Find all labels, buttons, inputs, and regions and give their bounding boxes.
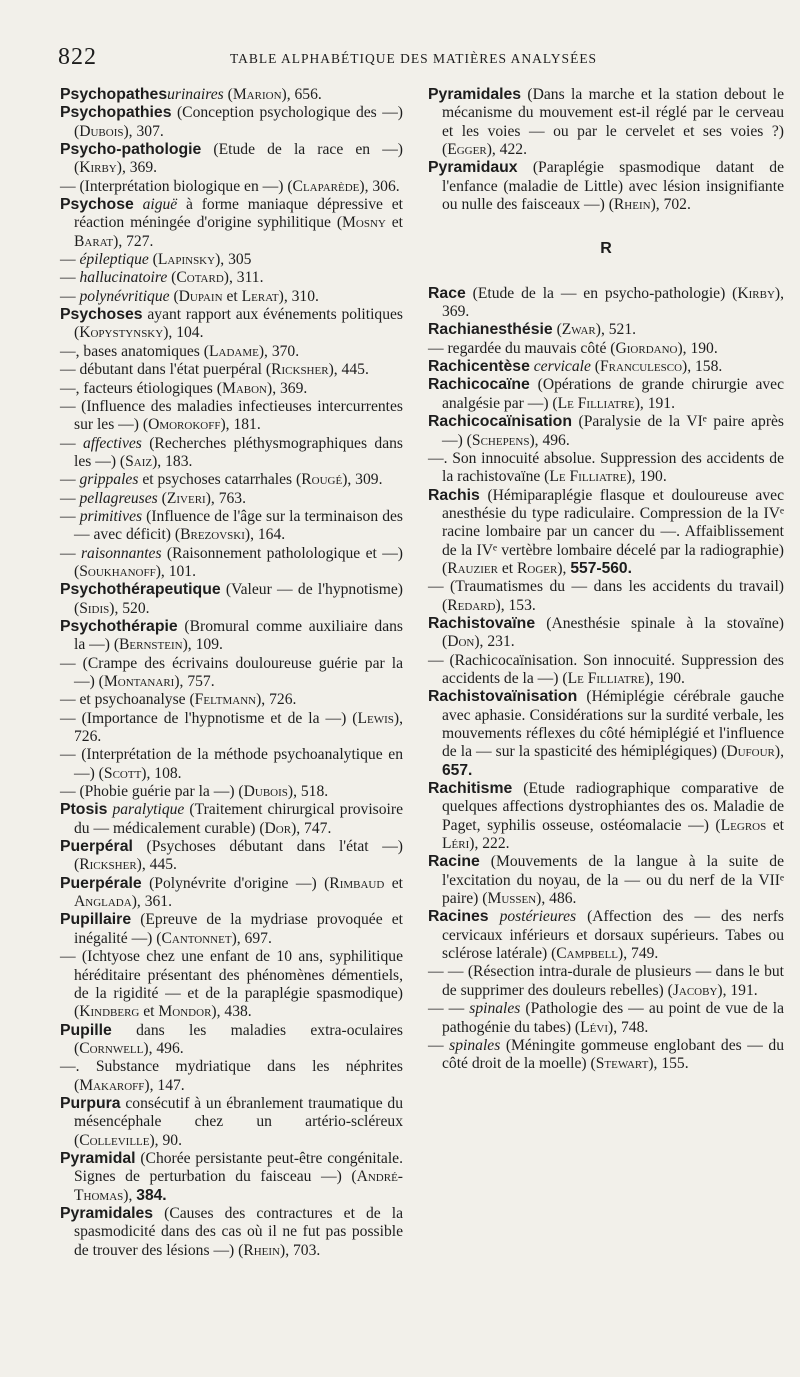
entry-text: ), 153. — [495, 596, 536, 614]
entry-text: (Conception psychologique des —) ( — [74, 104, 403, 140]
index-entry — [428, 340, 784, 358]
entry-text: ), 726. — [256, 691, 297, 709]
index-entry — [60, 380, 403, 398]
author-name: Sidis — [79, 599, 110, 617]
author-name: Rhein — [613, 196, 651, 214]
index-entry — [428, 908, 784, 963]
author-name: Léri — [442, 835, 470, 853]
entry-text: ), 521. — [595, 321, 637, 339]
index-entry — [428, 652, 784, 689]
index-entry — [60, 306, 403, 343]
index-entry — [60, 269, 403, 287]
entry-text: ( — [169, 287, 179, 305]
entry-text: ), 231. — [474, 633, 515, 651]
author-name: Lerat — [241, 287, 279, 305]
entry-text: ), 361. — [131, 893, 172, 911]
entry-headword: Puerpérale — [60, 874, 142, 892]
author-name: Cantonnet — [161, 929, 232, 947]
author-name: Stewart — [595, 1055, 649, 1073]
entry-text: (Polynévrite d'origine —) ( — [141, 874, 330, 892]
author-name: Soukhanoff — [79, 562, 156, 580]
entry-text: ), 422. — [486, 141, 527, 159]
author-name: Rougé — [301, 471, 343, 489]
author-name: Scott — [103, 764, 142, 782]
page-reference-bold: 557-560. — [570, 559, 632, 577]
index-entry — [60, 655, 403, 692]
entry-text: — — (Résection intra-durale de plusieurs — dans le but de supprimer des douleurs rebelles) ( — [428, 963, 784, 999]
entry-text: ), 191. — [634, 394, 675, 412]
index-entry — [60, 471, 403, 489]
entry-text: (Causes des contractures et de la spasmodicité dans des cas où il ne fut pas possible de trouver des lésions —) ( — [74, 1204, 403, 1259]
entry-text: ), 190. — [626, 468, 667, 486]
entry-text: et — [385, 214, 404, 232]
index-entry — [60, 875, 403, 912]
index-entry — [428, 1000, 784, 1037]
author-name: Montanari — [103, 673, 175, 690]
entry-headword: Pyramidales — [428, 86, 522, 103]
entry-text: — (Crampe des écrivains douloureuse guérie par la —) ( — [60, 654, 403, 690]
entry-text: ), 757. — [174, 673, 215, 690]
entry-italic: affectives — [82, 434, 142, 452]
entry-headword: Rachistovaïnisation — [428, 688, 578, 706]
entry-headword: Pupillaire — [60, 911, 132, 929]
entry-text: ), 90. — [149, 1131, 182, 1149]
author-name: Anglada — [74, 893, 132, 911]
entry-headword: Pupille — [60, 1021, 112, 1039]
entry-text: (Méningite gommeuse englobant des — du côté droit de la moelle) ( — [442, 1036, 784, 1073]
index-entry — [60, 86, 403, 104]
entry-text: à forme maniaque dépressive et réaction méningée d'origine syphilitique ( — [74, 196, 403, 232]
entry-text: (Hémiplégie cérébrale gauche avec aphasie. Considérations sur la surdité verbale, les mouvements réflexes du côté hémiplégié et l'influence de la — sur la spasticité des hémiplégiques) ( — [442, 688, 784, 761]
index-entry — [60, 178, 403, 196]
entry-text: ), — [774, 743, 784, 761]
entry-headword: Purpura — [60, 1094, 121, 1112]
entry-headword: Rachicocaïne — [428, 376, 530, 394]
author-name: Lévi — [580, 1018, 608, 1036]
author-name: Dubois — [79, 122, 124, 140]
entry-text: ), 191. — [717, 981, 758, 999]
entry-headword: Psychothérapeutique — [60, 581, 221, 599]
entry-text: — (Interprétation biologique en —) ( — [60, 177, 293, 195]
entry-text: —. Substance mydriatique dans les néphrites ( — [60, 1058, 403, 1094]
author-name: Don — [447, 633, 475, 651]
entry-text: et — [384, 874, 404, 892]
entry-italic: raisonnantes — [80, 544, 162, 562]
author-name: Kindberg — [79, 1003, 140, 1021]
author-name: Feltmann — [194, 691, 257, 709]
author-name: Le Filliatre — [567, 669, 645, 687]
entry-text: ), 147. — [144, 1076, 185, 1094]
entry-text: ), 370. — [258, 342, 300, 360]
entry-text: ayant rapport aux événements politiques ( — [74, 306, 403, 342]
entry-italic: grippales — [79, 471, 139, 489]
entry-italic: hallucinatoire — [79, 269, 168, 287]
entry-headword: Pyramidal — [60, 1149, 136, 1167]
entry-text: — — [428, 1036, 450, 1054]
index-entry — [428, 780, 784, 853]
index-entry — [60, 581, 403, 618]
index-entry — [60, 141, 403, 178]
author-name: André-Thomas — [74, 1168, 403, 1204]
author-name: Rauzier — [447, 559, 498, 577]
index-entry — [60, 490, 403, 508]
entry-text: ), 101. — [155, 562, 196, 580]
entry-text — [134, 196, 143, 213]
entry-text: (Epreuve de la mydriase provoquée et inégalité —) ( — [74, 911, 403, 947]
entry-text: — (Interprétation de la méthode psychoanalytique en —) ( — [60, 746, 403, 782]
author-name: Dufour — [726, 743, 775, 761]
entry-text: ), 369. — [442, 284, 784, 321]
entry-text: (Opérations de grande chirurgie avec analgésie par —) ( — [442, 376, 784, 412]
author-name: Colleville — [79, 1131, 150, 1149]
index-entry — [60, 1022, 403, 1059]
entry-text: (Recherches pléthysmographiques dans les —) ( — [74, 434, 403, 470]
entry-text: ), 305 — [215, 251, 252, 269]
entry-italic: pellagreuses — [79, 489, 158, 507]
index-entry — [60, 948, 403, 1021]
entry-text: ( — [552, 321, 562, 339]
right-column — [428, 86, 784, 1074]
author-name: Dupain — [178, 287, 223, 305]
entry-text: ), 190. — [677, 339, 718, 357]
entry-headword: Puerpéral — [60, 838, 133, 856]
entry-text: —, bases anatomiques ( — [60, 342, 209, 360]
entry-text: et — [222, 287, 242, 305]
entry-text: — (Influence des maladies infectieuses intercurrentes sur les —) ( — [60, 397, 403, 434]
author-name: Ziveri — [166, 489, 206, 507]
entry-text: (Affection des — des nerfs cervicaux inférieurs et dorsaux supérieurs. Tabes ou sclérose latérale) ( — [442, 908, 784, 963]
author-name: Barat — [74, 232, 114, 250]
index-entry — [60, 801, 403, 838]
entry-text: consécutif à un ébranlement traumatique du mésencéphale chez un artério-scléreux ( — [74, 1094, 403, 1149]
index-entry — [60, 618, 403, 655]
entry-text: et — [497, 559, 517, 577]
index-entry — [428, 688, 784, 780]
index-entry — [60, 911, 403, 948]
entry-text: et — [766, 816, 784, 834]
author-name: Zwar — [561, 321, 596, 339]
entry-headword: Psycho-pathologie — [60, 141, 202, 159]
entry-italic: spinales — [449, 1036, 501, 1054]
running-head: TABLE ALPHABÉTIQUE DES MATIÈRES ANALYSÉES — [230, 51, 598, 66]
right-column-top-entries — [428, 86, 784, 214]
entry-text: — (Phobie guérie par la —) ( — [60, 783, 244, 801]
entry-text: (Hémiparaplégie flasque et douloureuse avec anesthésie du type radiculaire. Compression de la IVᵉ racine lombaire par un cancer du —. Affaiblissement de la IVᵉ vertèbre lombaire décelé par la radiographie) ( — [442, 486, 784, 577]
author-name: Claparède — [292, 177, 360, 195]
entry-text: ), 310. — [278, 287, 319, 305]
index-entry — [428, 487, 784, 579]
index-entry — [60, 746, 403, 783]
index-entry — [60, 435, 403, 472]
entry-text: — — — [428, 1000, 470, 1018]
index-entry — [60, 783, 403, 801]
index-entry — [60, 545, 403, 582]
entry-text: ), 748. — [608, 1018, 649, 1036]
page-reference-bold: 384. — [136, 1186, 167, 1204]
entry-headword: Rachicocaïnisation — [428, 413, 572, 431]
entry-text: — débutant dans l'état puerpéral ( — [60, 361, 272, 379]
author-name: Jacoby — [672, 981, 718, 999]
index-entry — [60, 361, 403, 379]
entry-text: ( — [590, 358, 600, 376]
entry-text: — (Rachicocaïnisation. Son innocuité. Suppression des accidents de la —) ( — [428, 651, 784, 687]
entry-italic: épileptique — [79, 251, 149, 269]
entry-text: (Valeur — de l'hypnotisme) ( — [74, 581, 403, 617]
index-entry — [428, 376, 784, 413]
index-entry — [60, 1095, 403, 1150]
entry-text: ), 311. — [223, 269, 264, 287]
entry-text: — — [60, 434, 83, 452]
index-entry — [60, 251, 403, 269]
entry-text: — (Ichtyose chez une enfant de 10 ans, syphilitique héréditaire présentant des phénomènes démentiels, de la rigidité — et de la paraplégie spasmodique) ( — [60, 948, 403, 1021]
entry-text: ), 108. — [141, 764, 182, 782]
entry-headword: Racines — [428, 908, 489, 926]
entry-headword: Rachis — [428, 486, 480, 504]
entry-headword: Rachianesthésie — [428, 321, 553, 339]
author-name: Mosny — [342, 214, 386, 232]
entry-text: — — [60, 489, 80, 507]
index-entry — [428, 285, 784, 322]
author-name: Makaroff — [79, 1076, 145, 1094]
index-entry — [428, 1037, 784, 1074]
entry-text: (Mouvements de la langue à la suite de l'excitation du noyau, de la — ou du nerf de la VIIᵉ paire) ( — [442, 853, 784, 908]
author-name: Brezovski — [180, 526, 245, 544]
author-name: Schepens — [471, 431, 530, 449]
entry-text: ), 155. — [648, 1055, 689, 1073]
entry-headword: Psychothérapie — [60, 617, 178, 635]
author-name: Dor — [264, 819, 292, 837]
entry-text: (Influence de l'âge sur la terminaison des — avec déficit) ( — [74, 507, 403, 544]
entry-italic: aiguë — [142, 196, 178, 214]
index-entry — [60, 1058, 403, 1095]
author-name: Lapinsky — [157, 251, 216, 269]
entry-text: — — [60, 471, 80, 489]
entry-text: (Anesthésie spinale à la stovaïne) ( — [442, 614, 784, 651]
entry-text: ), 181. — [220, 416, 261, 434]
author-name: Mabon — [221, 379, 267, 397]
index-entry — [60, 104, 403, 141]
author-name: Ricksher — [271, 361, 329, 379]
author-name: Kopystynsky — [79, 324, 164, 342]
entry-text: ), 703. — [280, 1241, 321, 1259]
author-name: Lewis — [357, 709, 394, 727]
author-name: Le Filliatre — [549, 468, 627, 486]
entry-text: et — [139, 1003, 159, 1021]
author-name: Legros — [720, 816, 767, 834]
entry-headword: Pyramidales — [60, 1204, 154, 1222]
entry-text: (Traitement chirurgical provisoire du — médicalement curable) ( — [74, 801, 403, 837]
entry-italic: urinaires — [167, 86, 224, 103]
page-reference-bold: 657. — [442, 761, 473, 779]
entry-text: ), 518. — [287, 783, 329, 801]
entry-text — [489, 908, 500, 925]
entry-text: ), 158. — [682, 358, 723, 376]
entry-headword: Psychose — [60, 196, 134, 214]
entry-headword: Race — [428, 284, 466, 302]
entry-text: ), 369. — [116, 159, 158, 177]
index-entry — [428, 86, 784, 159]
entry-text: ), 726. — [74, 709, 403, 746]
index-entry — [60, 691, 403, 709]
entry-text: ( — [157, 489, 167, 507]
entry-text: (Psychoses débutant dans l'état —) ( — [74, 838, 403, 874]
entry-italic: cervicale — [533, 358, 591, 376]
entry-italic: primitives — [79, 507, 143, 525]
author-name: Ricksher — [79, 856, 137, 874]
entry-text: (Dans la marche et la station debout le mécanisme du mouvement est-il réglé par le cerveau et les voies — ou par le cervelet et ses voies ?) ( — [442, 86, 784, 159]
entry-italic: postérieures — [499, 908, 577, 926]
entry-headword: Psychopathes — [60, 86, 168, 103]
index-entry — [60, 288, 403, 306]
entry-headword: Racine — [428, 853, 480, 871]
author-name: Mussen — [487, 890, 537, 908]
author-name: Le Filliatre — [557, 394, 635, 412]
page-number: 822 — [58, 44, 97, 70]
author-name: Kirby — [737, 284, 775, 302]
entry-text: — — [60, 269, 80, 287]
index-entry — [428, 413, 784, 450]
entry-text: ), 183. — [152, 452, 193, 470]
entry-text: — — [60, 507, 80, 525]
index-entry — [428, 159, 784, 214]
entry-text: ), 309. — [342, 471, 383, 489]
entry-text: ), 164. — [244, 526, 286, 544]
entry-text: ), 486. — [536, 890, 577, 908]
entry-text: —, facteurs étiologiques ( — [60, 379, 222, 397]
author-name: Campbell — [556, 945, 619, 963]
author-name: Saiz — [125, 452, 153, 470]
entry-text: ), 656. — [281, 86, 322, 103]
entry-text: (Chorée persistante peut-être congénitale. Signes de perturbation du faisceau —) ( — [74, 1149, 403, 1186]
entry-text: ( — [148, 251, 158, 269]
entry-text: — — [60, 544, 81, 562]
entry-text: ), 104. — [163, 324, 204, 342]
index-entry — [60, 1150, 403, 1205]
index-entry — [428, 321, 784, 339]
author-name: Omorokoff — [148, 416, 221, 434]
index-entry — [60, 398, 403, 435]
author-name: Marion — [232, 86, 282, 103]
index-entry — [428, 578, 784, 615]
author-name: Roger — [517, 559, 558, 577]
author-name: Cornwell — [79, 1039, 144, 1057]
entry-text: ( — [167, 269, 177, 287]
entry-text: — — [60, 287, 80, 305]
entry-italic: paralytique — [112, 801, 185, 819]
index-entry — [428, 450, 784, 487]
entry-headword: Pyramidaux — [428, 159, 518, 177]
entry-text: ), 109. — [182, 636, 223, 654]
entry-text: dans les maladies extra-oculaires ( — [74, 1021, 403, 1057]
entry-italic: polynévritique — [79, 287, 170, 305]
author-name: Bernstein — [119, 636, 183, 654]
author-name: Mondor — [158, 1003, 212, 1021]
entry-text: (Bromural comme auxiliaire dans la —) ( — [74, 617, 403, 654]
entry-text: ), 222. — [469, 835, 510, 853]
entry-text: — regardée du mauvais côté ( — [428, 339, 616, 357]
author-name: Kirby — [79, 159, 117, 177]
entry-text: (Paraplégie spasmodique datant de l'enfance (maladie de Little) avec lésion insignifiante ou nulle des faisceaux —) ( — [442, 159, 784, 214]
index-entry — [60, 1205, 403, 1260]
right-column-bottom-entries — [428, 285, 784, 1074]
author-name: Dubois — [243, 783, 288, 801]
entry-text: ), 190. — [644, 669, 685, 687]
entry-text: ), — [557, 559, 571, 577]
entry-headword: Psychoses — [60, 306, 143, 324]
index-entry — [60, 710, 403, 747]
index-entry — [428, 853, 784, 908]
entry-text: (Etude de la — en psycho-pathologie) ( — [465, 284, 738, 302]
entry-text: (Pathologie des — au point de vue de la pathogénie du tabes) ( — [442, 1000, 784, 1036]
entry-headword: Rachicentèse — [428, 358, 530, 376]
entry-text: ), 445. — [136, 856, 177, 874]
author-name: Rhein — [243, 1241, 280, 1259]
index-entry — [428, 615, 784, 652]
author-name: Redard — [447, 596, 496, 614]
entry-text: et psychoses catarrhales ( — [138, 471, 302, 489]
entry-text: ), 369. — [267, 379, 308, 397]
entry-text: ), 749. — [618, 945, 659, 963]
entry-text: ), 763. — [205, 489, 246, 507]
entry-text: (Raisonnement patholologique et —) ( — [74, 544, 403, 580]
entry-text: ), 445. — [328, 361, 369, 379]
entry-headword: Ptosis — [60, 801, 108, 819]
index-entry — [60, 508, 403, 545]
entry-text: ), 496. — [143, 1039, 184, 1057]
entry-text: ), — [123, 1186, 137, 1204]
entry-italic: spinales — [469, 1000, 521, 1018]
entry-text: ), 747. — [291, 819, 332, 837]
author-name: Giordano — [615, 339, 678, 357]
entry-text: ), 306. — [359, 177, 400, 195]
entry-text: ), 438. — [211, 1003, 252, 1021]
entry-text: ), 520. — [109, 599, 150, 617]
author-name: Franculesco — [600, 358, 683, 376]
entry-text: (Paralysie de la VIᵉ paire après —) ( — [442, 413, 784, 449]
index-entry — [428, 963, 784, 1000]
author-name: Egger — [447, 141, 487, 159]
left-column — [60, 86, 403, 1260]
author-name: Ladame — [208, 342, 259, 360]
entry-text: (Etude de la race en —) ( — [74, 141, 403, 177]
index-entry — [428, 358, 784, 376]
entry-text: (Etude radiographique comparative de quelques affections dystrophiantes des os. Maladie de Paget, syphilis osseuse, ostéomalacie —) ( — [442, 780, 784, 834]
entry-text: ( — [223, 86, 233, 103]
section-letter: R — [600, 240, 612, 258]
entry-text: ), 727. — [113, 232, 154, 250]
entry-text: ), 697. — [231, 929, 272, 947]
entry-headword: Rachitisme — [428, 780, 513, 798]
index-entry — [60, 196, 403, 251]
author-name: Cotard — [176, 269, 224, 287]
entry-text: — (Traumatismes du — dans les accidents du travail) ( — [428, 578, 784, 614]
entry-text: — et psychoanalyse ( — [60, 691, 195, 709]
entry-text: —. Son innocuité absolue. Suppression des accidents de la rachistovaïne ( — [428, 449, 784, 486]
entry-text: ), 702. — [650, 196, 691, 214]
index-entry — [60, 838, 403, 875]
entry-text: — (Importance de l'hypnotisme et de la —) ( — [60, 709, 358, 727]
author-name: Rimbaud — [329, 874, 385, 892]
entry-headword: Psychopathies — [60, 104, 172, 122]
entry-text: — — [60, 251, 80, 269]
entry-text: ), 307. — [123, 122, 164, 140]
entry-headword: Rachistovaïne — [428, 614, 536, 632]
entry-text: ), 496. — [529, 431, 570, 449]
index-entry — [60, 343, 403, 361]
